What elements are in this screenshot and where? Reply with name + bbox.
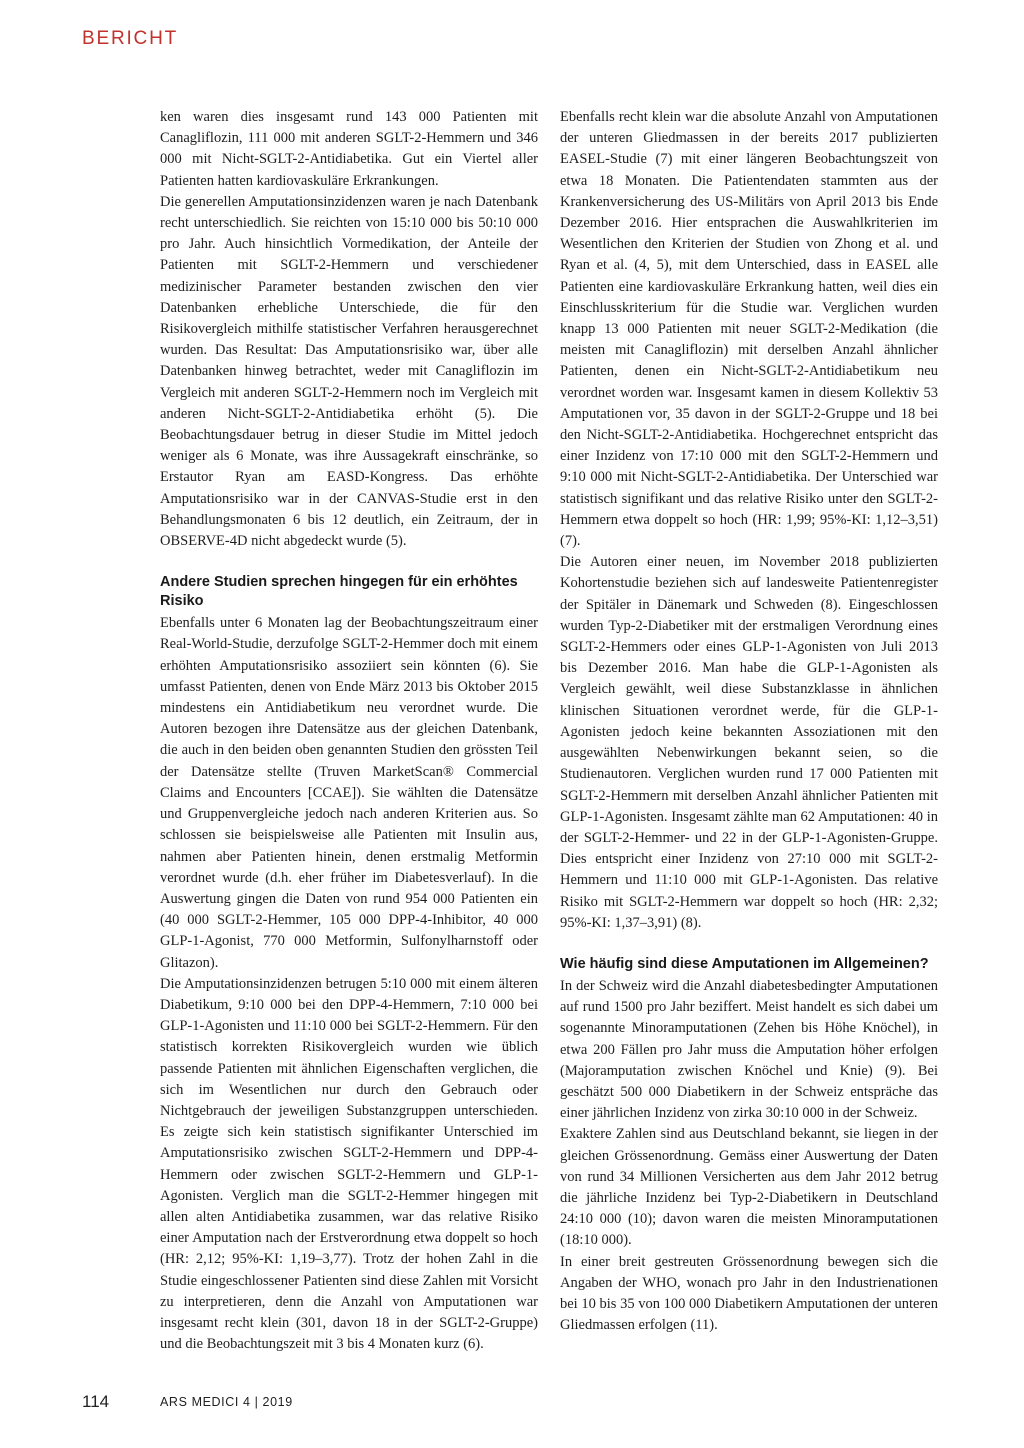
- body-paragraph: Ebenfalls unter 6 Monaten lag der Beobachtungszeitraum einer Real-World-Studie, derzufolge SGLT-2-Hemmer doch mit einem erhöhten Amputationsrisiko assoziiert sein könnten (6). Sie umfasst Patienten, denen von Ende März 2013 bis Oktober 2015 mindestens ein Antidiabetikum neu verordnet wurde. Die Autoren bezogen ihre Datensätze aus der gleichen Datenbank, die auch in den beiden oben genannten Studien den grössten Teil der Datensätze stellte (Truven MarketScan® Commercial Claims and Encounters [CCAE]). Sie wählten die Datensätze und Gruppenvergleiche jedoch nach anderen Kriterien aus. So schlossen sie beispielsweise alle Patienten mit Insulin aus, nahmen aber Patienten hinein, denen erstmalig Metformin verordnet wurde (d.h. eher früher im Diabetesverlauf). In die Auswertung gingen die Daten von rund 954 000 Patienten ein (40 000 SGLT-2-Hemmer, 105 000 DPP-4-Inhibitor, 40 000 GLP-1-Agonist, 770 000 Metformin, Sulfonylharnstoff oder Glitazon).: [160, 615, 538, 971]
- section-heading: Wie häufig sind diese Amputationen im Allgemeinen?: [560, 955, 929, 972]
- page-number: 114: [82, 1392, 110, 1411]
- left-column: [160, 107, 538, 1355]
- right-column: [560, 107, 938, 1336]
- body-paragraph: Die Amputationsinzidenzen betrugen 5:10 000 mit einem älteren Diabetikum, 9:10 000 bei den DPP-4-Hemmern, 7:10 000 bei GLP-1-Agonisten und 11:10 000 bei SGLT-2-Hemmern. Für den statistisch korrekten Risikovergleich wurden wie üblich passende Patienten mit ähnlichen Eigenschaften verglichen, die sich im Wesentlichen nur durch den Gebrauch oder Nichtgebrauch der jeweiligen Substanzgruppen unterschieden. Es zeigte sich kein statistisch signifikanter Unterschied im Amputationsrisiko zwischen SGLT-2-Hemmern und DPP-4-Hemmern oder zwischen SGLT-2-Hemmern und GLP-1-Agonisten. Verglich man die SGLT-2-Hemmer hingegen mit allen alten Antidiabetika zusammen, war das relative Risiko einer Amputation nach der Erstverordnung etwa doppelt so hoch (HR: 2,12; 95%-KI: 1,19–3,77). Trotz der hohen Zahl in die Studie eingeschlossener Patienten sind diese Zahlen mit Vorsicht zu interpretieren, denn die Anzahl von Amputationen war insgesamt recht klein (301, davon 18 in der SGLT-2-Gruppe) und die Beobachtungszeit mit 3 bis 4 Monaten kurz (6).: [160, 975, 538, 1353]
- section-heading: Andere Studien sprechen hingegen für ein erhöhtes Risiko: [160, 574, 518, 610]
- section-label: BERICHT: [82, 28, 178, 49]
- body-paragraph: Ebenfalls recht klein war die absolute Anzahl von Amputationen der unteren Gliedmassen in der bereits 2017 publizierten EASEL-Studie (7) mit einer längeren Beobachtungszeit von etwa 18 Monaten. Die Patientendaten stammten aus der Krankenversicherung des US-Militärs von April 2013 bis Ende Dezember 2016. Hier entsprachen die Auswahlkriterien im Wesentlichen den Kriterien der Studien von Zhong et al. und Ryan et al. (4, 5), mit dem Unterschied, dass in EASEL alle Patienten eine kardiovaskuläre Erkrankung hatten, weil dies ein Einschlusskriterium für die Studie war. Verglichen wurden knapp 13 000 Patienten mit neuer SGLT-2-Medikation (die meisten mit Canagliflozin) mit derselben Anzahl ähnlicher Patienten, denen ein Nicht-SGLT-2-Antidiabetikum neu verordnet worden war. Insgesamt kamen in diesem Kollektiv 53 Amputationen vor, 35 davon in der SGLT-2-Gruppe und 18 bei den Nicht-SGLT-2-Antidiabetika. Hochgerechnet entspricht das einer Inzidenz von 17:10 000 mit den SGLT-2-Hemmern und 9:10 000 mit Nicht-SGLT-2-Antidiabetika. Der Unterschied war statistisch signifikant und das relative Risiko unter den SGLT-2-Hemmern etwa doppelt so hoch (HR: 1,99; 95%-KI: 1,12–3,51) (7).: [560, 109, 938, 550]
- body-paragraph: Exaktere Zahlen sind aus Deutschland bekannt, sie liegen in der gleichen Grössenordnung. Gemäss einer Auswertung der Daten von rund 34 Millionen Versicherten aus dem Jahr 2012 betrug die jährliche Inzidenz bei Typ-2-Diabetikern in Deutschland 24:10 000 (10); davon waren die meisten Minoramputationen (18:10 000).: [560, 1126, 938, 1249]
- body-paragraph: ken waren dies insgesamt rund 143 000 Patienten mit Canagliflozin, 111 000 mit anderen SGLT-2-Hemmern und 346 000 mit Nicht-SGLT-2-Antidiabetika. Gut ein Viertel aller Patienten hatten kardiovaskuläre Erkrankungen.: [160, 109, 538, 189]
- body-paragraph: In der Schweiz wird die Anzahl diabetesbedingter Amputationen auf rund 1500 pro Jahr beziffert. Meist handelt es sich dabei um sogenannte Minoramputationen (Zehen bis Höhe Knöchel), in etwa 200 Fällen pro Jahr muss die Amputation höher erfolgen (Majoramputation zwischen Knöchel und Knie) (9). Bei geschätzt 500 000 Diabetikern in der Schweiz entspräche das einer jährlichen Inzidenz von zirka 30:10 000 in der Schweiz.: [560, 977, 938, 1122]
- body-paragraph: In einer breit gestreuten Grössenordnung bewegen sich die Angaben der WHO, wonach pro Jahr in den Industrienationen bei 10 bis 35 von 100 000 Diabetikern Amputationen der unteren Gliedmassen erfolgen (11).: [560, 1253, 938, 1334]
- body-paragraph: Die generellen Amputationsinzidenzen waren je nach Datenbank recht unterschiedlich. Sie reichten von 15:10 000 bis 50:10 000 pro Jahr. Auch hinsichtlich Vormedikation, der Anteile der Patienten mit SGLT-2-Hemmern und verschiedener medizinischer Parameter bestanden zwischen den vier Datenbanken erhebliche Unterschiede, die für den Risikovergleich mithilfe statistischer Verfahren herausgerechnet wurden. Das Resultat: Das Amputationsrisiko war, über alle Datenbanken hinweg betrachtet, weder mit Canagliflozin im Vergleich mit anderen SGLT-2-Hemmern noch im Vergleich mit anderen Nicht-SGLT-2-Antidiabetika erhöht (5). Die Beobachtungsdauer betrug in dieser Studie im Mittel jedoch weniger als 6 Monate, was ihre Aussagekraft einschränke, so Erstautor Ryan am EASD-Kongress. Das erhöhte Amputationsrisiko war in der CANVAS-Studie erst in den Behandlungsmonaten 6 bis 12 deutlich, ein Zeitraum, der in OBSERVE-4D nicht abgedeckt wurde (5).: [160, 193, 538, 550]
- body-paragraph: Die Autoren einer neuen, im November 2018 publizierten Kohortenstudie beziehen sich auf landesweite Patientenregister der Spitäler in Dänemark und Schweden (8). Eingeschlossen wurden Typ-2-Diabetiker mit der erstmaligen Verordnung eines SGLT-2-Hemmers oder eines GLP-1-Agonisten von Juli 2013 bis Dezember 2016. Man habe die GLP-1-Agonisten als Vergleich gewählt, weil diese Substanzklasse in ähnlichen klinischen Situationen verordnet werde, für die GLP-1-Agonisten jedoch keine bekannten Assoziationen mit den ausgewählten Nebenwirkungen bekannt seien, so die Studienautoren. Verglichen wurden rund 17 000 Patienten mit SGLT-2-Hemmern mit derselben Anzahl ähnlicher Patienten mit GLP-1-Agonisten. Insgesamt zählte man 62 Amputationen: 40 in der SGLT-2-Hemmer- und 22 in der GLP-1-Agonisten-Gruppe. Dies entspricht einer Inzidenz von 27:10 000 mit SGLT-2-Hemmern und 11:10 000 mit GLP-1-Agonisten. Das relative Risiko mit SGLT-2-Hemmern war doppelt so hoch (HR: 2,32; 95%-KI: 1,37–3,91) (8).: [560, 554, 938, 931]
- journal-footer: ARS MEDICI 4 | 2019: [160, 1395, 293, 1409]
